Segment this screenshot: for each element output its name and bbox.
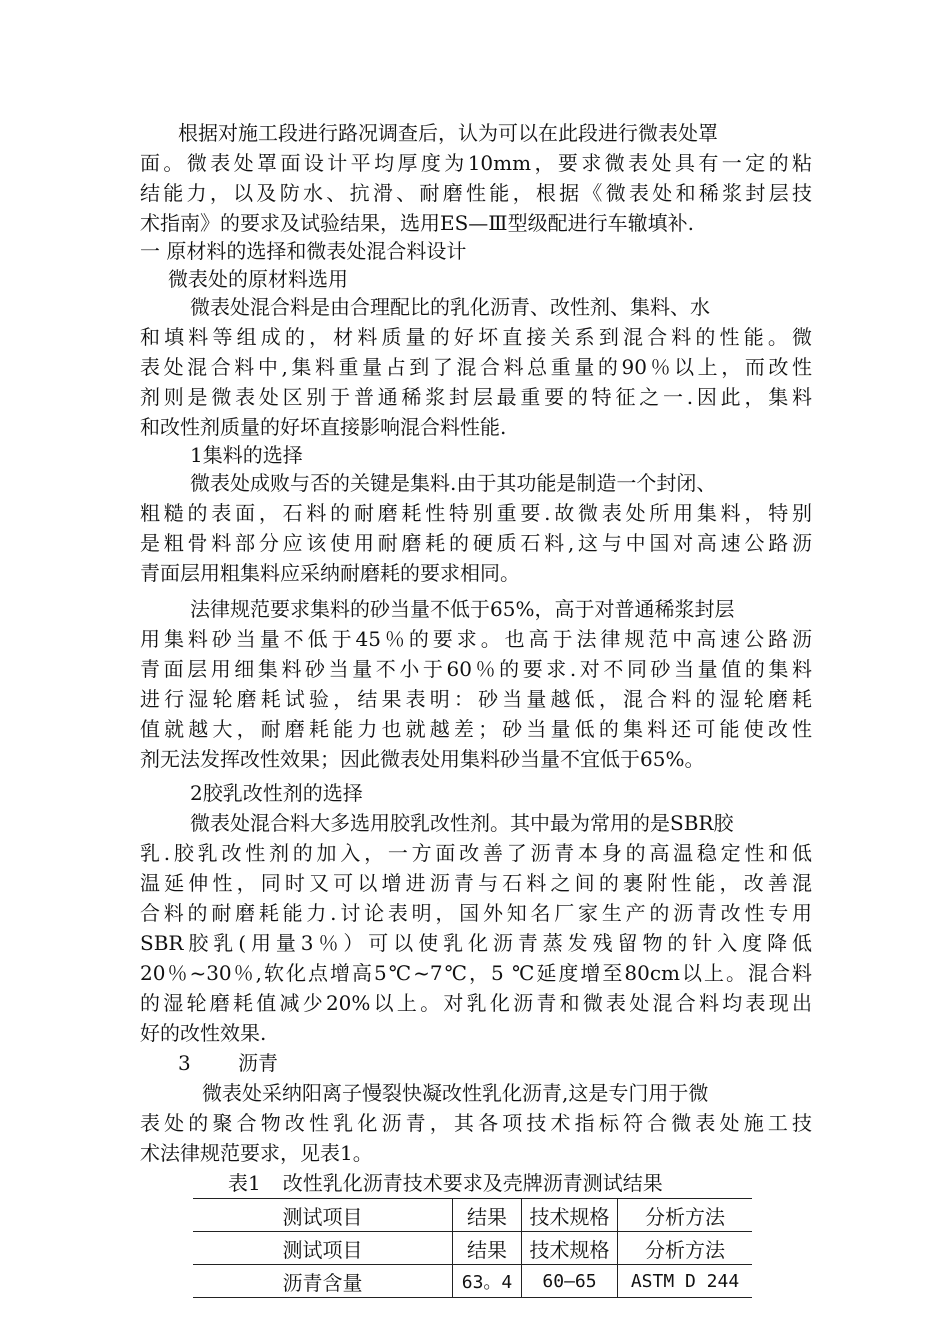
table-caption: [228, 1168, 685, 1198]
text-line: 面。微表处罩面设计平均厚度为10mm，要求微表处具有一定的粘: [140, 151, 812, 175]
text-line: 术法律规范要求，见表1。: [140, 1141, 373, 1165]
table-caption-title: 改性乳化沥青技术要求及壳牌沥青测试结果: [282, 1171, 663, 1195]
text-line: 根据对施工段进行路况调查后，认为可以在此段进行微表处罩: [178, 121, 718, 145]
text-line: 微表处混合料是由合理配比的乳化沥青、改性剂、集料、水: [190, 295, 710, 319]
text-line: 粗糙的表面，石料的耐磨耗性特别重要.故微表处所用集料，特别: [140, 501, 812, 525]
text-line: 用集料砂当量不低于45％的要求。也高于法律规范中高速公路沥: [140, 627, 812, 651]
text-line: 法律规范要求集料的砂当量不低于65%，高于对普通稀浆封层: [190, 597, 735, 621]
item-number-asphalt: 3: [178, 1051, 191, 1075]
text-line: 进行湿轮磨耗试验，结果表明：砂当量越低，混合料的湿轮磨耗: [140, 687, 812, 711]
text-line: 表处混合料中,集料重量占到了混合料总重量的90％以上，而改性: [140, 355, 812, 379]
table-cell: 60—65: [522, 1265, 618, 1298]
table-cell: 63。4: [453, 1265, 522, 1298]
text-line: 和改性剂质量的好坏直接影响混合料性能.: [140, 415, 507, 439]
subheading: 微表处的原材料选用: [168, 267, 348, 291]
table-cell: 测试项目: [193, 1232, 453, 1265]
text-line: SBR胶乳(用量3％）可以使乳化沥青蒸发残留物的针入度降低: [140, 931, 812, 955]
table-caption-number: 表1: [228, 1171, 261, 1195]
text-line: 微表处成败与否的关键是集料.由于其功能是制造一个封闭、: [190, 471, 717, 495]
text-line: 温延伸性，同时又可以增进沥青与石料之间的裹附性能，改善混: [140, 871, 812, 895]
text-line: 好的改性效果.: [140, 1021, 267, 1045]
table-cell: 技术规格: [522, 1199, 618, 1232]
text-line: 剂无法发挥改性效果；因此微表处用集料砂当量不宜低于65%。: [140, 747, 705, 771]
item-heading-latex: 2胶乳改性剂的选择: [190, 781, 363, 805]
table-cell: 测试项目: [193, 1199, 453, 1232]
text-line: 20％~30％,软化点增高5℃~7℃，5 ℃延度增至80cm以上。混合料: [140, 961, 812, 985]
text-line: 合料的耐磨耗能力.讨论表明，国外知名厂家生产的沥青改性专用: [140, 901, 812, 925]
table-row: [193, 1232, 752, 1265]
text-line: 微表处混合料大多选用胶乳改性剂。其中最为常用的是SBR胶: [190, 811, 734, 835]
table-cell: ASTM D 244: [618, 1265, 753, 1298]
item-heading-asphalt: 沥青: [238, 1051, 278, 1075]
text-line: 结能力，以及防水、抗滑、耐磨性能，根据《微表处和稀浆封层技: [140, 181, 812, 205]
table-row: [193, 1265, 752, 1298]
text-line: 青面层用细集料砂当量不小于60％的要求.对不同砂当量值的集料: [140, 657, 812, 681]
table-cell: 分析方法: [618, 1232, 753, 1265]
text-line: 表处的聚合物改性乳化沥青，其各项技术指标符合微表处施工技: [140, 1111, 812, 1135]
table-cell: 沥青含量: [193, 1265, 453, 1298]
table-cell: 结果: [453, 1199, 522, 1232]
text-line: 微表处采纳阳离子慢裂快凝改性乳化沥青,这是专门用于微: [202, 1081, 709, 1105]
text-line: 和填料等组成的，材料质量的好坏直接关系到混合料的性能。微: [140, 325, 812, 349]
spec-table: [193, 1198, 752, 1298]
text-line: 乳.胶乳改性剂的加入，一方面改善了沥青本身的高温稳定性和低: [140, 841, 812, 865]
table-cell: 技术规格: [522, 1232, 618, 1265]
text-line: 的湿轮磨耗值减少20%以上。对乳化沥青和微表处混合料均表现出: [140, 991, 812, 1015]
table-cell: 分析方法: [618, 1199, 753, 1232]
text-line: 是粗骨料部分应该使用耐磨耗的硬质石料,这与中国对高速公路沥: [140, 531, 812, 555]
table-cell: 结果: [453, 1232, 522, 1265]
text-line: 剂则是微表处区别于普通稀浆封层最重要的特征之一.因此，集料: [140, 385, 812, 409]
item-heading-aggregate: 1集料的选择: [190, 443, 303, 467]
text-line: 术指南》的要求及试验结果，选用ES—Ⅲ型级配进行车辙填补.: [140, 211, 694, 235]
table-row: [193, 1199, 752, 1232]
text-line: 青面层用粗集料应采纳耐磨耗的要求相同。: [140, 561, 520, 585]
section-heading: 一 原材料的选择和微表处混合料设计: [140, 239, 467, 263]
text-line: 值就越大，耐磨耗能力也就越差；砂当量低的集料还可能使改性: [140, 717, 812, 741]
